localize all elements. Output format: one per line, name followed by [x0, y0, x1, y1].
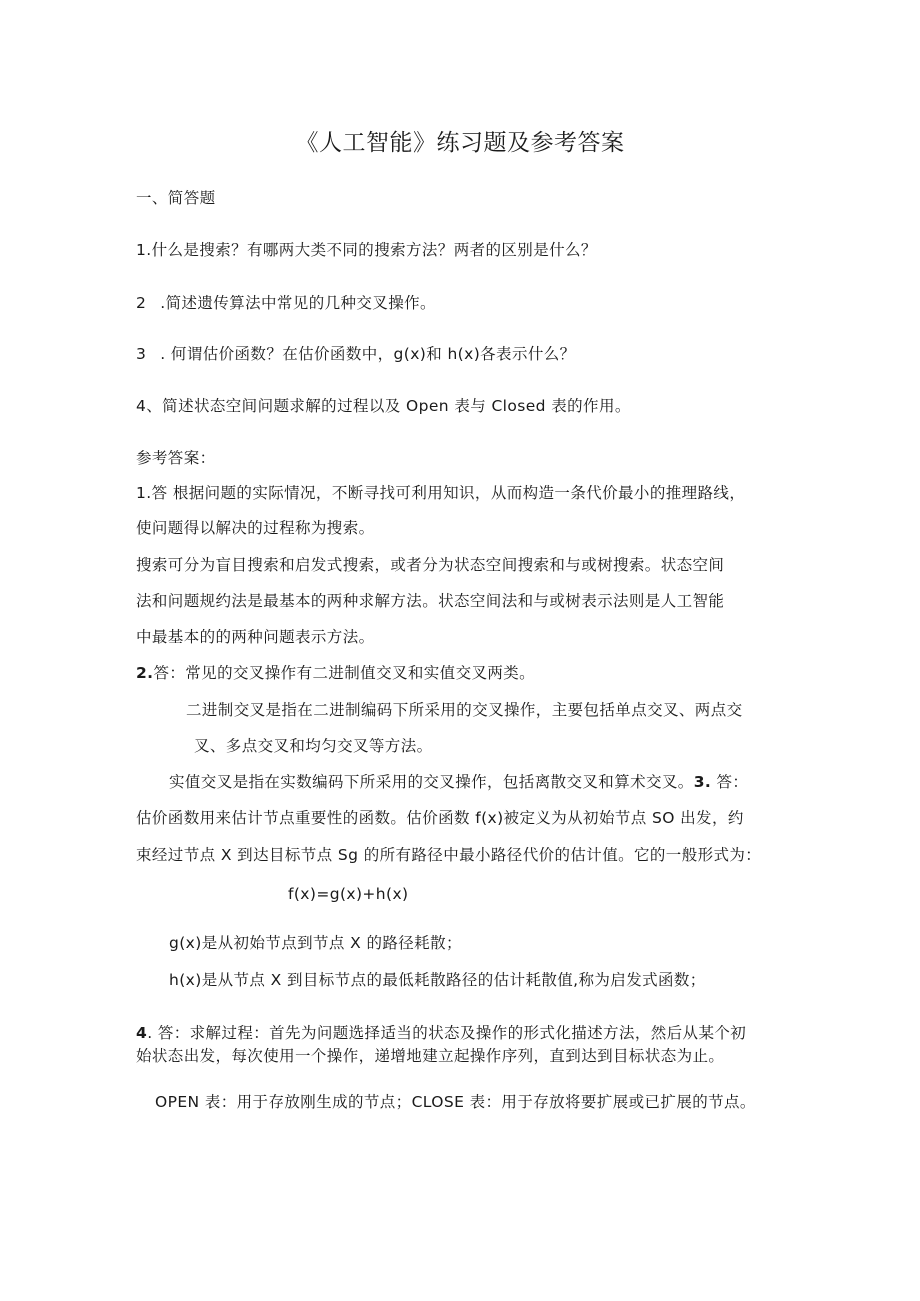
answer-4-line-1: [136, 1023, 746, 1043]
answer-number: 4: [136, 1024, 148, 1042]
question-1: [136, 240, 597, 260]
answer-2-line-2: 二进制交叉是指在二进制编码下所采用的交叉操作，主要包括单点交叉、两点交: [186, 701, 743, 719]
document-title: 《人工智能》练习题及参考答案: [295, 130, 625, 156]
answer-number: 2.: [136, 664, 154, 682]
question-text: 简述状态空间问题求解的过程以及 Open 表与 Closed 表的作用。: [162, 397, 631, 415]
question-3: [136, 344, 576, 364]
answer-1-line-2: 使问题得以解决的过程称为搜索。: [136, 519, 375, 537]
answer-text: 实值交叉是指在实数编码下所采用的交叉操作，包括离散交叉和算术交叉。: [169, 773, 694, 791]
answer-3-line-2: 估价函数用来估计节点重要性的函数。估价函数 f(x)被定义为从初始节点 SO 出发，约: [136, 809, 744, 827]
question-text: . 何谓估价函数？在估价函数中，g(x)和 h(x)各表示什么？: [160, 345, 576, 363]
question-number: 4、: [136, 397, 163, 415]
answer-4-line-3: OPEN 表：用于存放刚生成的节点；CLOSE 表：用于存放将要扩展或已扩展的节点。: [155, 1093, 756, 1111]
answer-3-number: 3.: [693, 773, 712, 791]
formula: f(x)=g(x)+h(x): [288, 885, 409, 903]
answers-heading: 参考答案：: [136, 449, 216, 467]
answer-number: 1.: [136, 484, 152, 502]
answer-text: 答：常见的交叉操作有二进制值交叉和实值交叉两类。: [153, 664, 536, 682]
section-heading: 一、简答题: [136, 189, 216, 207]
question-text: .简述遗传算法中常见的几种交叉操作。: [160, 294, 436, 312]
answer-1-line-3: 搜索可分为盲目搜索和启发式搜索，或者分为状态空间搜索和与或树搜索。状态空间: [136, 556, 725, 574]
question-2: [136, 293, 436, 313]
answer-2-line-4: [169, 772, 748, 792]
answer-1-line-1: [136, 483, 745, 503]
question-number: 3: [136, 345, 147, 363]
g-description: g(x)是从初始节点到节点 X 的路径耗散；: [169, 934, 462, 952]
answer-text: 答 根据问题的实际情况，不断寻找可利用知识，从而构造一条代价最小的推理路线，: [151, 484, 746, 502]
question-text: 什么是搜索？有哪两大类不同的搜索方法？两者的区别是什么？: [151, 241, 597, 259]
answer-3-lead: 答：: [711, 773, 749, 791]
question-number: 2: [136, 294, 147, 312]
question-number: 1.: [136, 241, 152, 259]
answer-1-line-4: 法和问题规约法是最基本的两种求解方法。状态空间法和与或树表示法则是人工智能: [136, 592, 725, 610]
answer-4-line-2: 始状态出发，每次使用一个操作，递增地建立起操作序列，直到达到目标状态为止。: [136, 1047, 725, 1065]
answer-2-line-1: [136, 663, 535, 683]
h-description: h(x)是从节点 X 到目标节点的最低耗散路径的估计耗散值,称为启发式函数；: [169, 971, 706, 989]
answer-1-line-5: 中最基本的的两种问题表示方法。: [136, 628, 375, 646]
question-4: [136, 396, 631, 416]
answer-text: . 答：求解过程：首先为问题选择适当的状态及操作的形式化描述方法，然后从某个初: [147, 1024, 747, 1042]
answer-3-line-3: 束经过节点 X 到达目标节点 Sg 的所有路径中最小路径代价的估计值。它的一般形式为：: [136, 846, 762, 864]
answer-2-line-3: 叉、多点交叉和均匀交叉等方法。: [194, 737, 433, 755]
